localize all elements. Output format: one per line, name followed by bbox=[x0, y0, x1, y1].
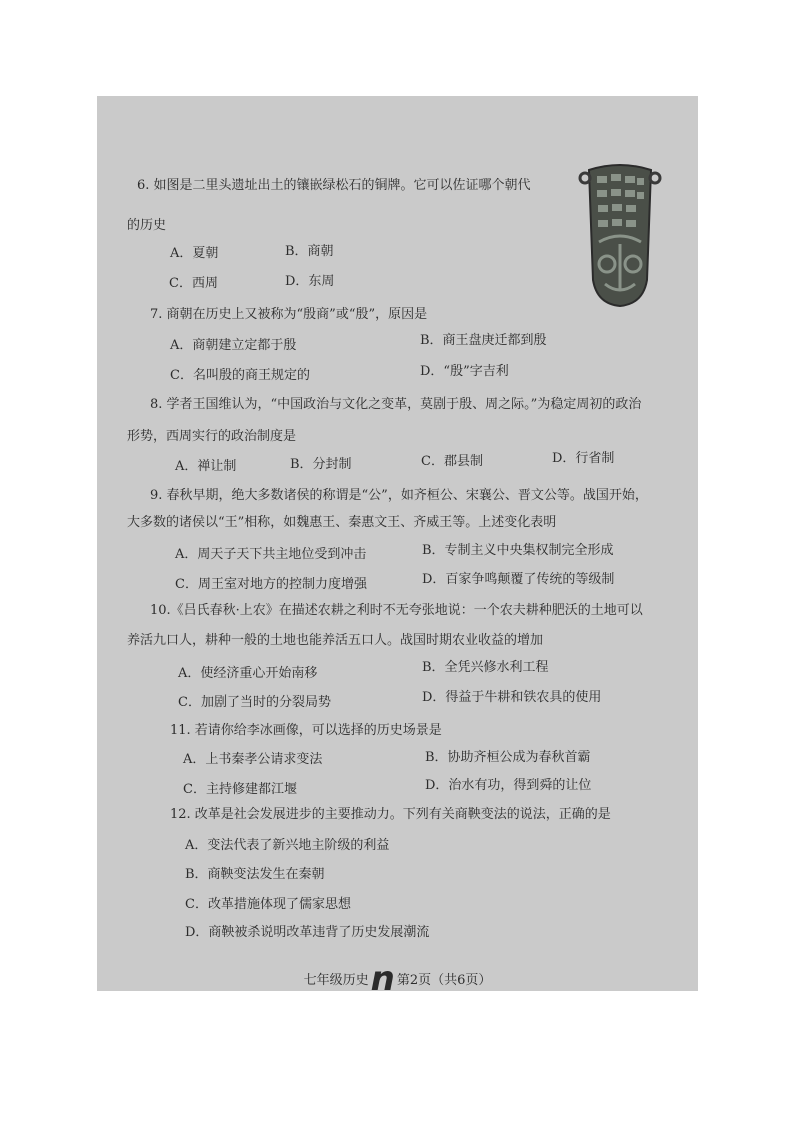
q10-option-d: D．得益于牛耕和铁农具的使用 bbox=[422, 690, 602, 705]
q12-option-c: C．改革措施体现了儒家思想 bbox=[185, 897, 351, 912]
q9-option-b: B．专制主义中央集权制完全形成 bbox=[422, 543, 614, 558]
question-9-line-2: 大多数的诸侯以“王”相称，如魏惠王、秦惠文王、齐威王等。上述变化表明 bbox=[127, 515, 557, 530]
q12-option-d: D．商鞅被杀说明改革违背了历史发展潮流 bbox=[185, 925, 430, 940]
q6-option-c: C．西周 bbox=[169, 276, 218, 291]
footer-page-number: 第2页（共6页） bbox=[396, 973, 492, 988]
q7-option-d: D．“殷”字吉利 bbox=[420, 364, 509, 379]
q12-option-a: A．变法代表了新兴地主阶级的利益 bbox=[185, 838, 390, 853]
question-7-line-1: 7. 商朝在历史上又被称为“殷商”或“殷”，原因是 bbox=[150, 307, 428, 322]
q8-option-a: A．禅让制 bbox=[175, 459, 237, 474]
q7-option-b: B．商王盘庚迁都到殷 bbox=[420, 333, 547, 348]
q10-option-c: C．加剧了当时的分裂局势 bbox=[178, 695, 331, 710]
q11-option-c: C．主持修建都江堰 bbox=[183, 782, 297, 797]
q11-option-d: D．治水有功，得到舜的让位 bbox=[425, 778, 592, 793]
q8-option-c: C．郡县制 bbox=[421, 454, 483, 469]
bronze-plaque-image bbox=[575, 160, 665, 310]
q9-option-a: A．周天子天下共主地位受到冲击 bbox=[175, 547, 367, 562]
footer-subject: 七年级历史 bbox=[303, 973, 369, 988]
q6-option-d: D．东周 bbox=[285, 274, 335, 289]
q10-option-a: A．使经济重心开始南移 bbox=[178, 666, 318, 681]
question-8-line-2: 形势，西周实行的政治制度是 bbox=[127, 429, 297, 444]
watermark-mark: n bbox=[370, 959, 395, 991]
q7-option-c: C．名叫殷的商王规定的 bbox=[170, 368, 310, 383]
q6-option-a: A．夏朝 bbox=[170, 246, 219, 261]
question-6-line-2: 的历史 bbox=[127, 218, 167, 233]
page-footer bbox=[97, 959, 698, 991]
q9-option-c: C．周王室对地方的控制力度增强 bbox=[175, 577, 367, 592]
question-12-line-1: 12. 改革是社会发展进步的主要推动力。下列有关商鞅变法的说法，正确的是 bbox=[170, 807, 611, 822]
exam-page bbox=[97, 96, 698, 991]
question-10-line-1: 10.《吕氏春秋·上农》在描述农耕之利时不无夸张地说：一个农夫耕种肥沃的土地可以 bbox=[150, 603, 643, 618]
question-10-line-2: 养活九口人，耕种一般的土地也能养活五口人。战国时期农业收益的增加 bbox=[127, 633, 544, 648]
q10-option-b: B．全凭兴修水利工程 bbox=[422, 660, 549, 675]
q11-option-a: A．上书秦孝公请求变法 bbox=[183, 752, 323, 767]
question-11-line-1: 11. 若请你给李冰画像，可以选择的历史场景是 bbox=[170, 723, 442, 738]
question-8-line-1: 8. 学者王国维认为，“中国政治与文化之变革，莫剧于殷、周之际。”为稳定周初的政治 bbox=[150, 397, 642, 412]
question-6-line-1: 6. 如图是二里头遗址出土的镶嵌绿松石的铜牌。它可以佐证哪个朝代 bbox=[137, 178, 531, 193]
q9-option-d: D．百家争鸣颠覆了传统的等级制 bbox=[422, 572, 615, 587]
q6-option-b: B．商朝 bbox=[285, 244, 334, 259]
q7-option-a: A．商朝建立定都于殷 bbox=[170, 338, 297, 353]
question-9-line-1: 9. 春秋早期，绝大多数诸侯的称谓是“公”，如齐桓公、宋襄公、晋文公等。战国开始， bbox=[150, 488, 648, 503]
q8-option-d: D．行省制 bbox=[552, 451, 615, 466]
q8-option-b: B．分封制 bbox=[290, 457, 352, 472]
q11-option-b: B．协助齐桓公成为春秋首霸 bbox=[425, 750, 591, 765]
q12-option-b: B．商鞅变法发生在秦朝 bbox=[185, 867, 325, 882]
